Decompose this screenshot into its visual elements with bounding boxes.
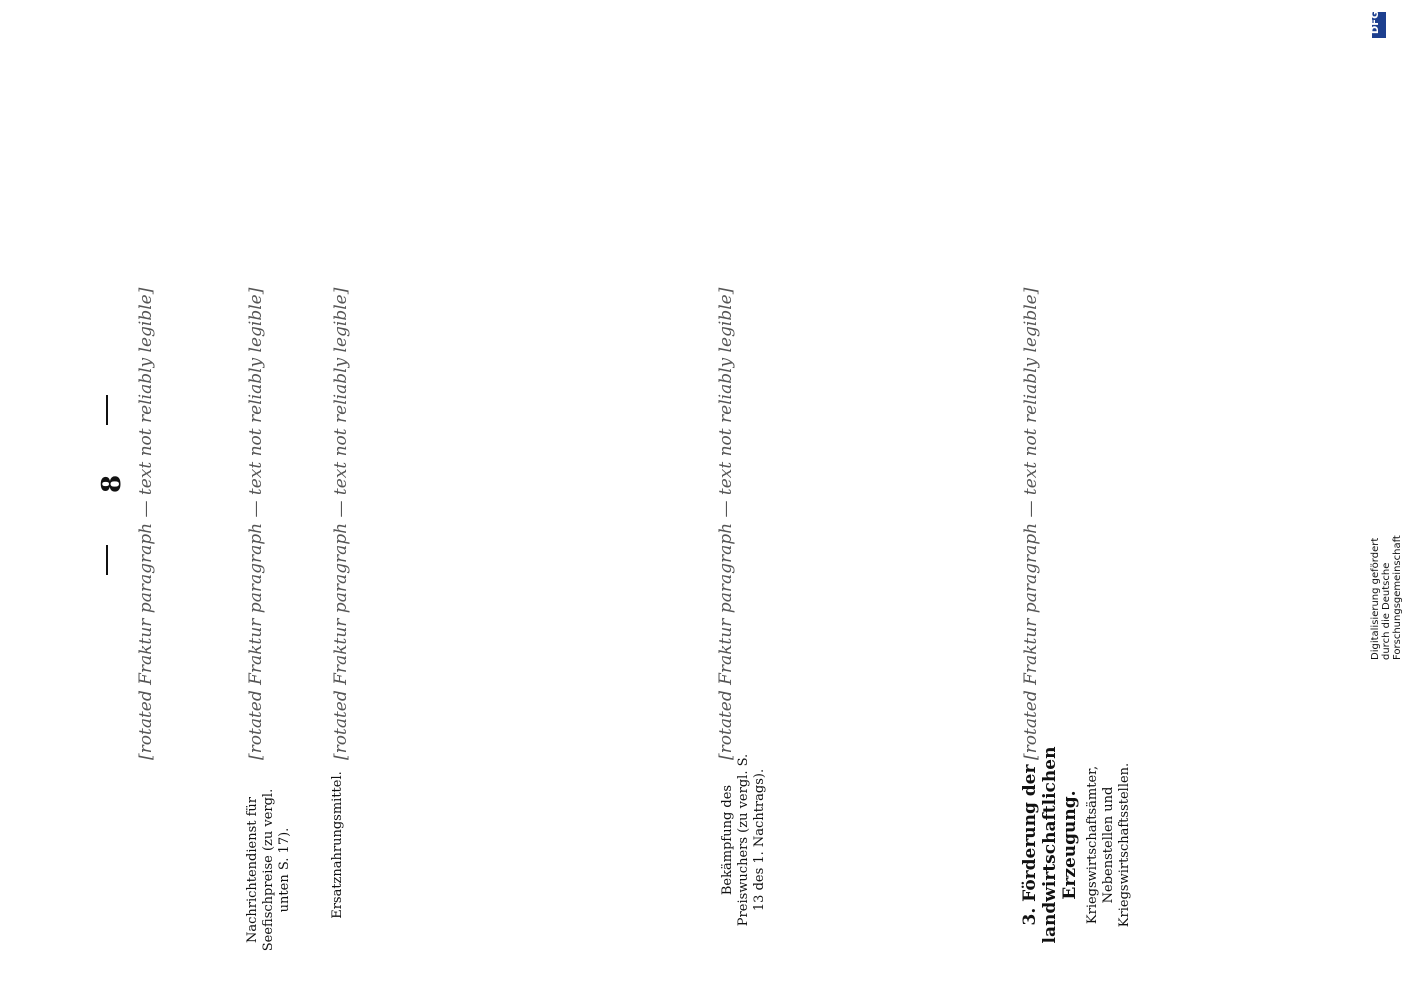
paragraph-preiswucher-text: [rotated Fraktur paragraph — text not reliably legible]	[716, 287, 736, 760]
paragraph-seefischpreise-text: [rotated Fraktur paragraph — text not reliably legible]	[246, 287, 266, 760]
page-number-dash-top	[106, 395, 108, 425]
margin-note-seefischpreise	[245, 780, 293, 960]
paragraph-landwirtschaft-text: [rotated Fraktur paragraph — text not reliably legible]	[1021, 287, 1041, 760]
page-number-text: 8	[97, 474, 127, 494]
margin-note-ersatznahrungsmittel	[330, 755, 346, 935]
margin-note-preiswucher	[720, 745, 768, 935]
margin-note-ersatznahrungsmittel-text: Ersatznahrungsmittel.	[330, 771, 345, 919]
page-number-dash-bottom	[106, 545, 108, 575]
dfg-logo-label: DFG	[1370, 10, 1381, 34]
margin-note-kriegswirtschaft	[1085, 745, 1133, 945]
section-heading-landwirtschaft	[1020, 745, 1080, 945]
margin-note-seefischpreise-text: Nachrichtendienst für Seefischpreise (zu vergl. unten S. 17).	[245, 788, 292, 952]
top-paragraph	[135, 120, 157, 760]
page-number	[92, 455, 132, 515]
paragraph-ersatznahrungsmittel	[330, 120, 352, 760]
top-paragraph-text: [rotated Fraktur paragraph — text not reliably legible]	[136, 287, 156, 760]
margin-note-kriegswirtschaft-text: Kriegswirtschaftsämter, Nebenstellen und Kriegswirtschaftsstellen.	[1085, 762, 1132, 928]
paragraph-preiswucher	[715, 120, 737, 760]
section-heading-landwirtschaft-text: 3. Förderung der landwirtschaftlichen Erzeugung.	[1020, 746, 1080, 944]
paragraph-landwirtschaft	[1020, 120, 1042, 760]
paragraph-ersatznahrungsmittel-text: [rotated Fraktur paragraph — text not reliably legible]	[331, 287, 351, 760]
margin-note-preiswucher-text: Bekämpfung des Preiswuchers (zu vergl. S. 13 des 1. Nachtrags).	[720, 753, 767, 927]
paragraph-seefischpreise	[245, 120, 267, 760]
footer-credit: Digitalisierung gefördert durch die Deutsche Forschungsgemeinschaft	[1370, 535, 1403, 660]
